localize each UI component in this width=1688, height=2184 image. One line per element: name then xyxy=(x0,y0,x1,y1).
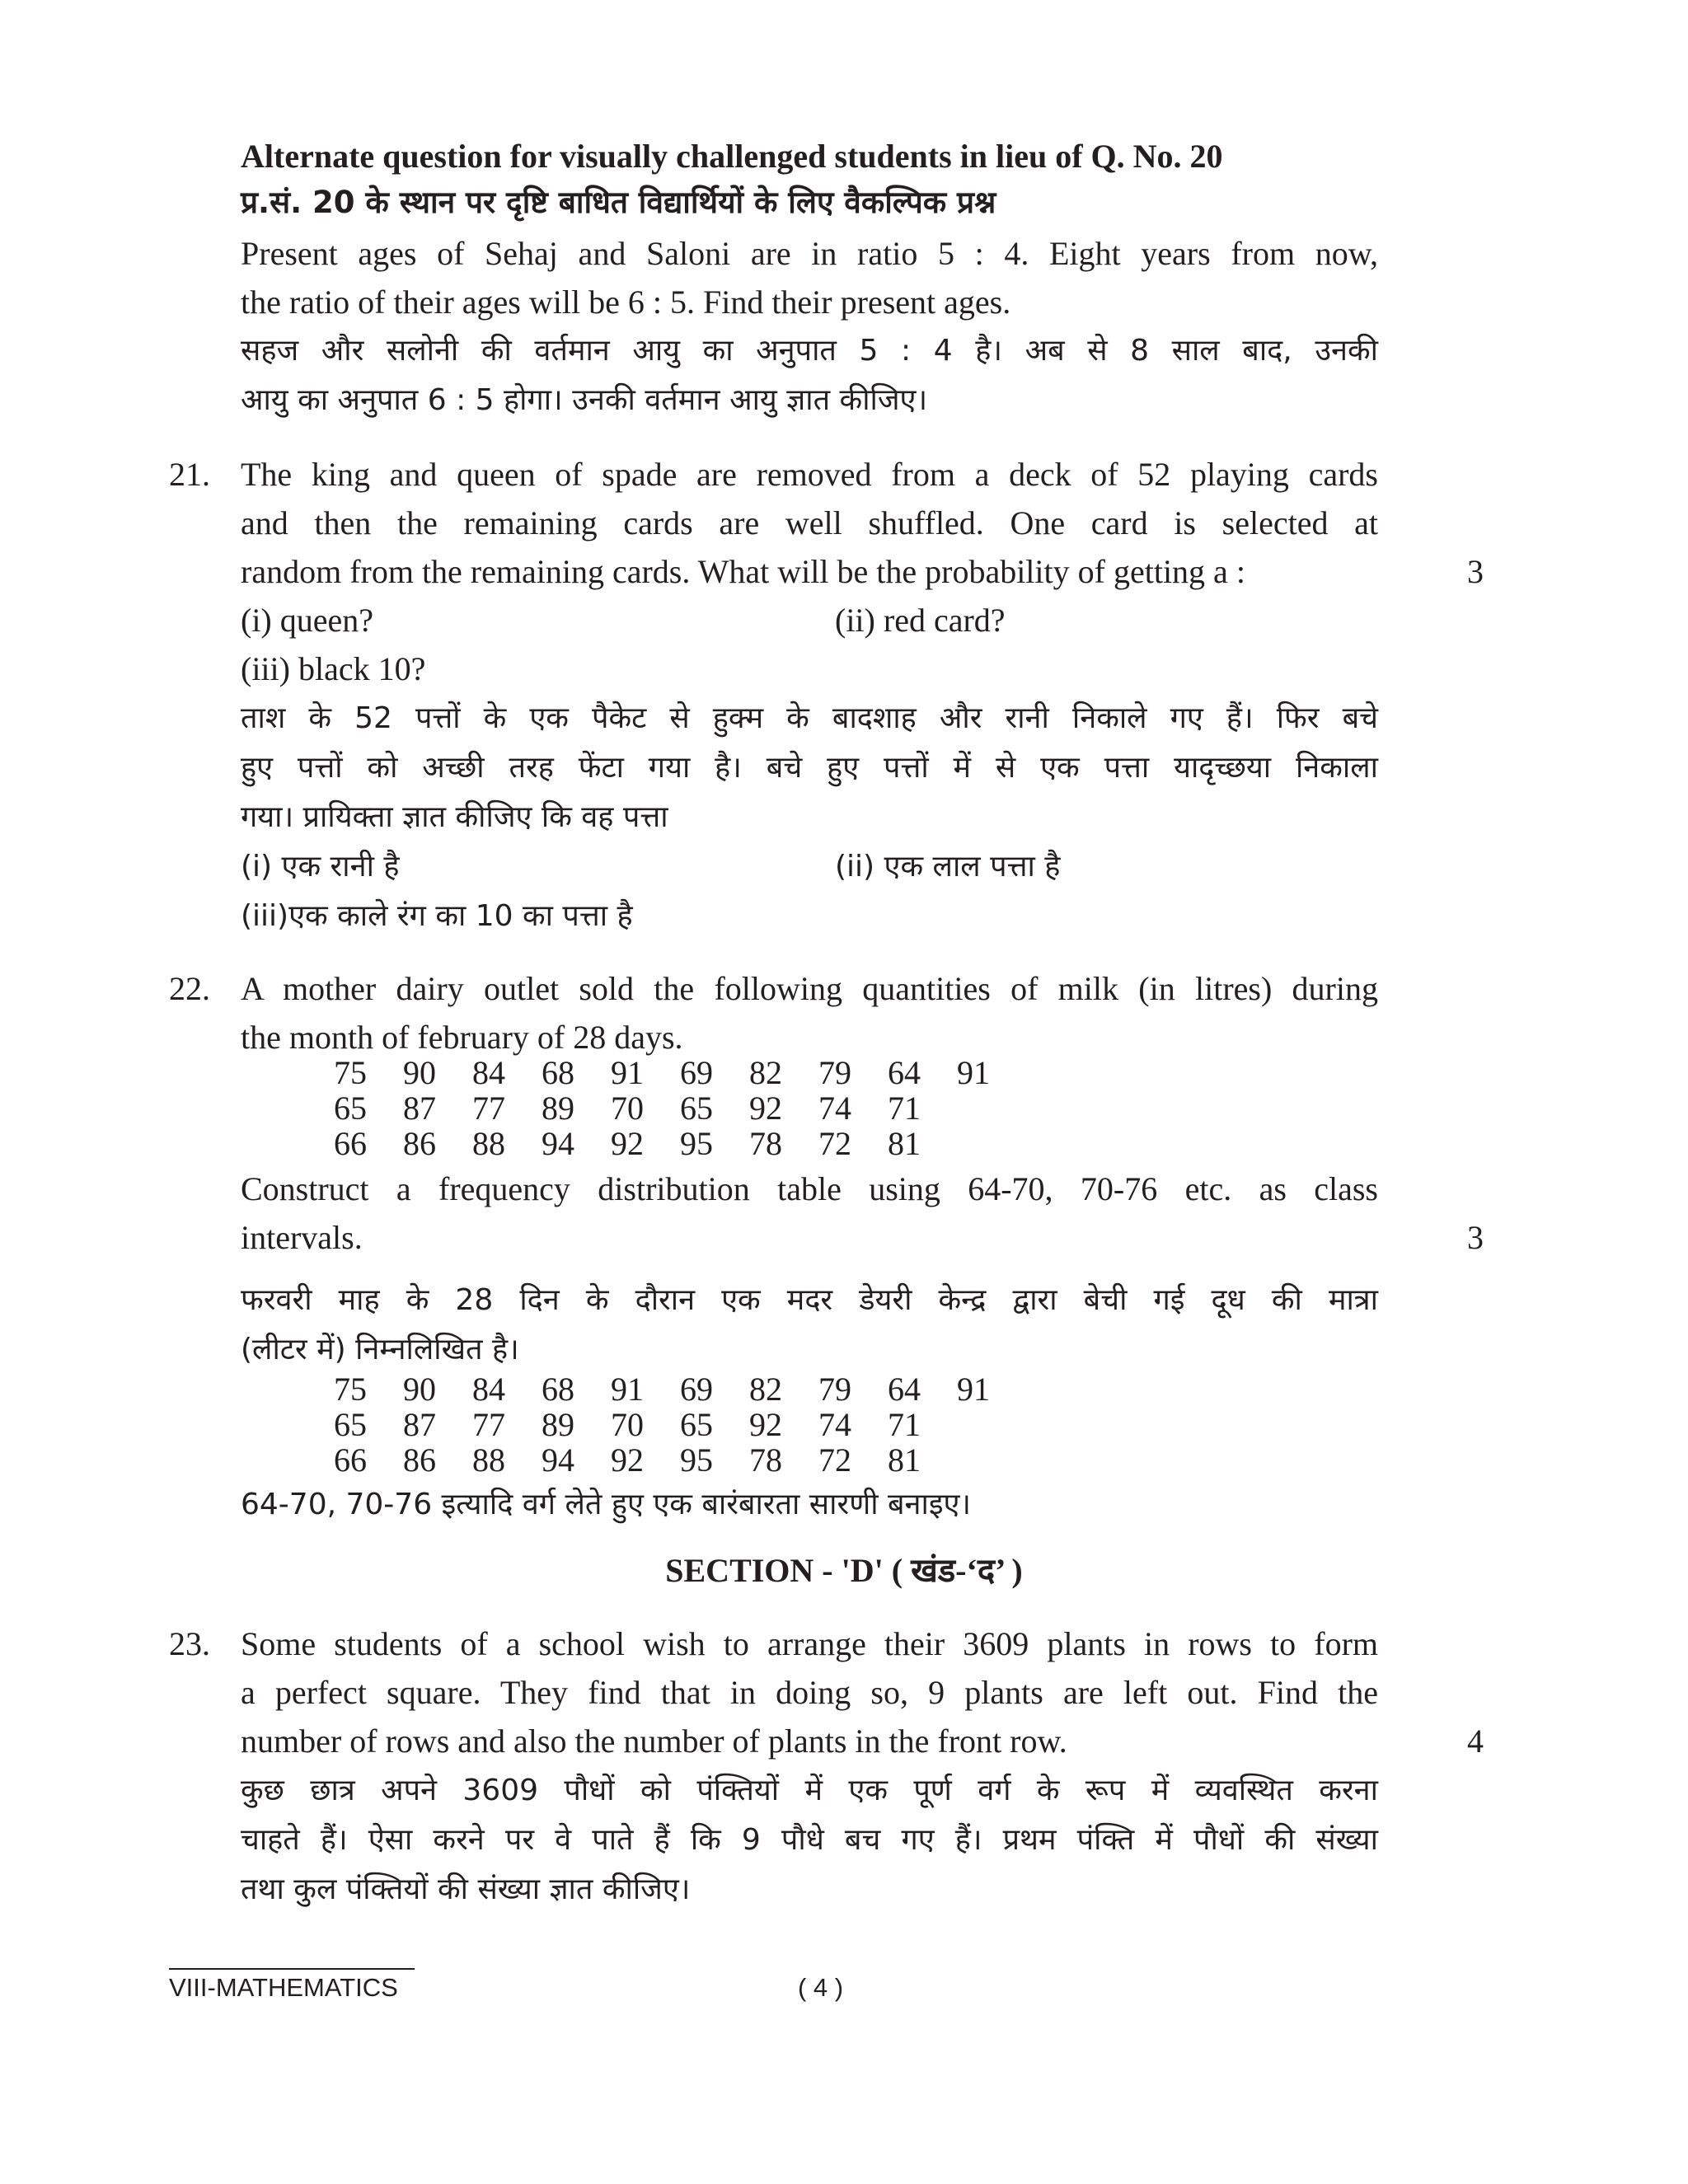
q21-line-2: and then the remaining cards are well shuffled. One card is selected at xyxy=(241,504,1378,541)
footer-subject: VIII-MATHEMATICS xyxy=(169,1968,415,2003)
data-value: 87 xyxy=(403,1406,436,1443)
data-value: 94 xyxy=(542,1125,574,1162)
data-value: 71 xyxy=(888,1406,921,1443)
q23-line-2: a perfect square. They find that in doing so, 9 plants are left out. Find the xyxy=(241,1674,1378,1711)
data-value: 78 xyxy=(749,1125,782,1162)
data-value: 74 xyxy=(818,1406,851,1443)
data-value: 92 xyxy=(749,1090,782,1127)
alt-question-line-1: Present ages of Sehaj and Saloni are in ratio 5 : 4. Eight years from now, xyxy=(241,235,1378,272)
data-value: 68 xyxy=(542,1054,574,1091)
q21-hindi-option-i: (i) एक रानी है xyxy=(241,850,400,883)
data-value: 95 xyxy=(680,1125,713,1162)
q22-hindi-data-row-3 xyxy=(334,1442,957,1479)
q22-hindi-line-1: फरवरी माह के 28 दिन के दौरान एक मदर डेयरी केन्द्र द्वारा बेची गई दूध की मात्रा xyxy=(241,1283,1378,1317)
data-value: 84 xyxy=(472,1054,505,1091)
data-value: 91 xyxy=(611,1054,644,1091)
q21-line-3: random from the remaining cards. What will be the probability of getting a : xyxy=(241,553,1245,590)
data-value: 81 xyxy=(888,1441,921,1479)
data-value: 86 xyxy=(403,1441,436,1479)
data-value: 90 xyxy=(403,1371,436,1408)
question-number-21: 21. xyxy=(169,456,210,493)
question-number-22: 22. xyxy=(169,970,210,1007)
data-value: 81 xyxy=(888,1125,921,1162)
q23-hindi-line-3: तथा कुल पंक्तियों की संख्या ज्ञात कीजिए। xyxy=(241,1872,691,1906)
q23-marks: 4 xyxy=(1467,1722,1484,1760)
q22-hindi-line-2: (लीटर में) निम्नलिखित है। xyxy=(241,1333,519,1366)
alt-question-line-2: the ratio of their ages will be 6 : 5. Find their present ages. xyxy=(241,284,1011,321)
q21-hindi-line-3: गया। प्रायिक्ता ज्ञात कीजिए कि वह पत्ता xyxy=(241,800,668,834)
data-value: 75 xyxy=(334,1371,367,1408)
data-value: 65 xyxy=(334,1090,367,1127)
q23-hindi-line-1: कुछ छात्र अपने 3609 पौधों को पंक्तियों में एक पूर्ण वर्ग के रूप में व्यवस्थित करना xyxy=(241,1774,1378,1807)
q22-line-1: A mother dairy outlet sold the following quantities of milk (in litres) during xyxy=(241,970,1378,1007)
q21-hindi-line-2: हुए पत्तों को अच्छी तरह फेंटा गया है। बचे हुए पत्तों में से एक पत्ता यादृच्छया निकाला xyxy=(241,751,1378,785)
data-value: 64 xyxy=(888,1054,921,1091)
q21-option-i: (i) queen? xyxy=(241,602,374,639)
data-value: 92 xyxy=(611,1125,644,1162)
q23-line-3: number of rows and also the number of plants in the front row. xyxy=(241,1722,1067,1760)
q21-hindi-option-ii: (ii) एक लाल पत्ता है xyxy=(835,850,1061,883)
data-value: 75 xyxy=(334,1054,367,1091)
data-value: 84 xyxy=(472,1371,505,1408)
data-value: 91 xyxy=(611,1371,644,1408)
q22-data-row-1 xyxy=(334,1055,1026,1091)
data-value: 71 xyxy=(888,1090,921,1127)
data-value: 65 xyxy=(334,1406,367,1443)
q23-line-1: Some students of a school wish to arrange their 3609 plants in rows to form xyxy=(241,1625,1378,1662)
data-value: 87 xyxy=(403,1090,436,1127)
q22-line-4: intervals. xyxy=(241,1219,363,1256)
q21-line-1: The king and queen of spade are removed from a deck of 52 playing cards xyxy=(241,456,1378,493)
data-value: 72 xyxy=(818,1125,851,1162)
data-value: 91 xyxy=(957,1054,990,1091)
alt-heading-english: Alternate question for visually challenged students in lieu of Q. No. 20 xyxy=(241,138,1223,175)
data-value: 88 xyxy=(472,1441,505,1479)
data-value: 82 xyxy=(749,1054,782,1091)
data-value: 70 xyxy=(611,1090,644,1127)
data-value: 79 xyxy=(818,1371,851,1408)
footer-page-number: ( 4 ) xyxy=(798,1973,844,2002)
q22-data-row-2 xyxy=(334,1090,957,1127)
data-value: 92 xyxy=(749,1406,782,1443)
data-value: 94 xyxy=(542,1441,574,1479)
data-value: 82 xyxy=(749,1371,782,1408)
data-value: 88 xyxy=(472,1125,505,1162)
data-value: 72 xyxy=(818,1441,851,1479)
data-value: 77 xyxy=(472,1406,505,1443)
data-value: 68 xyxy=(542,1371,574,1408)
q22-hindi-line-3: 64-70, 70-76 इत्यादि वर्ग लेते हुए एक बारंबारता सारणी बनाइए। xyxy=(241,1488,972,1521)
question-number-23: 23. xyxy=(169,1625,210,1662)
q23-hindi-line-2: चाहते हैं। ऐसा करने पर वे पाते हैं कि 9 पौधे बच गए हैं। प्रथम पंक्ति में पौधों की संख्या xyxy=(241,1823,1378,1857)
data-value: 66 xyxy=(334,1441,367,1479)
data-value: 77 xyxy=(472,1090,505,1127)
data-value: 90 xyxy=(403,1054,436,1091)
data-value: 65 xyxy=(680,1090,713,1127)
data-value: 65 xyxy=(680,1406,713,1443)
q22-hindi-data-row-2 xyxy=(334,1407,957,1443)
data-value: 74 xyxy=(818,1090,851,1127)
data-value: 95 xyxy=(680,1441,713,1479)
data-value: 69 xyxy=(680,1054,713,1091)
q22-line-2: the month of february of 28 days. xyxy=(241,1019,683,1056)
section-d-heading: SECTION - 'D' ( खंड-‘द’ ) xyxy=(665,1552,1023,1589)
q21-option-iii: (iii) black 10? xyxy=(241,650,426,687)
q22-marks: 3 xyxy=(1467,1219,1484,1256)
data-value: 66 xyxy=(334,1125,367,1162)
data-value: 69 xyxy=(680,1371,713,1408)
q21-hindi-line-1: ताश के 52 पत्तों के एक पैकेट से हुक्म के बादशाह और रानी निकाले गए हैं। फिर बचे xyxy=(241,701,1378,735)
q21-marks: 3 xyxy=(1467,553,1484,590)
data-value: 64 xyxy=(888,1371,921,1408)
data-value: 92 xyxy=(611,1441,644,1479)
q22-line-3: Construct a frequency distribution table using 64-70, 70-76 etc. as class xyxy=(241,1170,1378,1207)
data-value: 91 xyxy=(957,1371,990,1408)
data-value: 70 xyxy=(611,1406,644,1443)
data-value: 78 xyxy=(749,1441,782,1479)
data-value: 89 xyxy=(542,1090,574,1127)
q21-hindi-option-iii: (iii)एक काले रंग का 10 का पत्ता है xyxy=(241,899,633,933)
data-value: 79 xyxy=(818,1054,851,1091)
alt-question-hindi-line-1: सहज और सलोनी की वर्तमान आयु का अनुपात 5 : 4 है। अब से 8 साल बाद, उनकी xyxy=(241,334,1378,368)
q22-hindi-data-row-1 xyxy=(334,1371,1026,1408)
q22-data-row-3 xyxy=(334,1126,957,1162)
data-value: 86 xyxy=(403,1125,436,1162)
data-value: 89 xyxy=(542,1406,574,1443)
q21-option-ii: (ii) red card? xyxy=(835,602,1006,639)
alt-heading-hindi: प्र.सं. 20 के स्थान पर दृष्टि बाधित विद्यार्थियों के लिए वैकल्पिक प्रश्न xyxy=(241,185,996,220)
alt-question-hindi-line-2: आयु का अनुपात 6 : 5 होगा। उनकी वर्तमान आयु ज्ञात कीजिए। xyxy=(241,383,928,417)
